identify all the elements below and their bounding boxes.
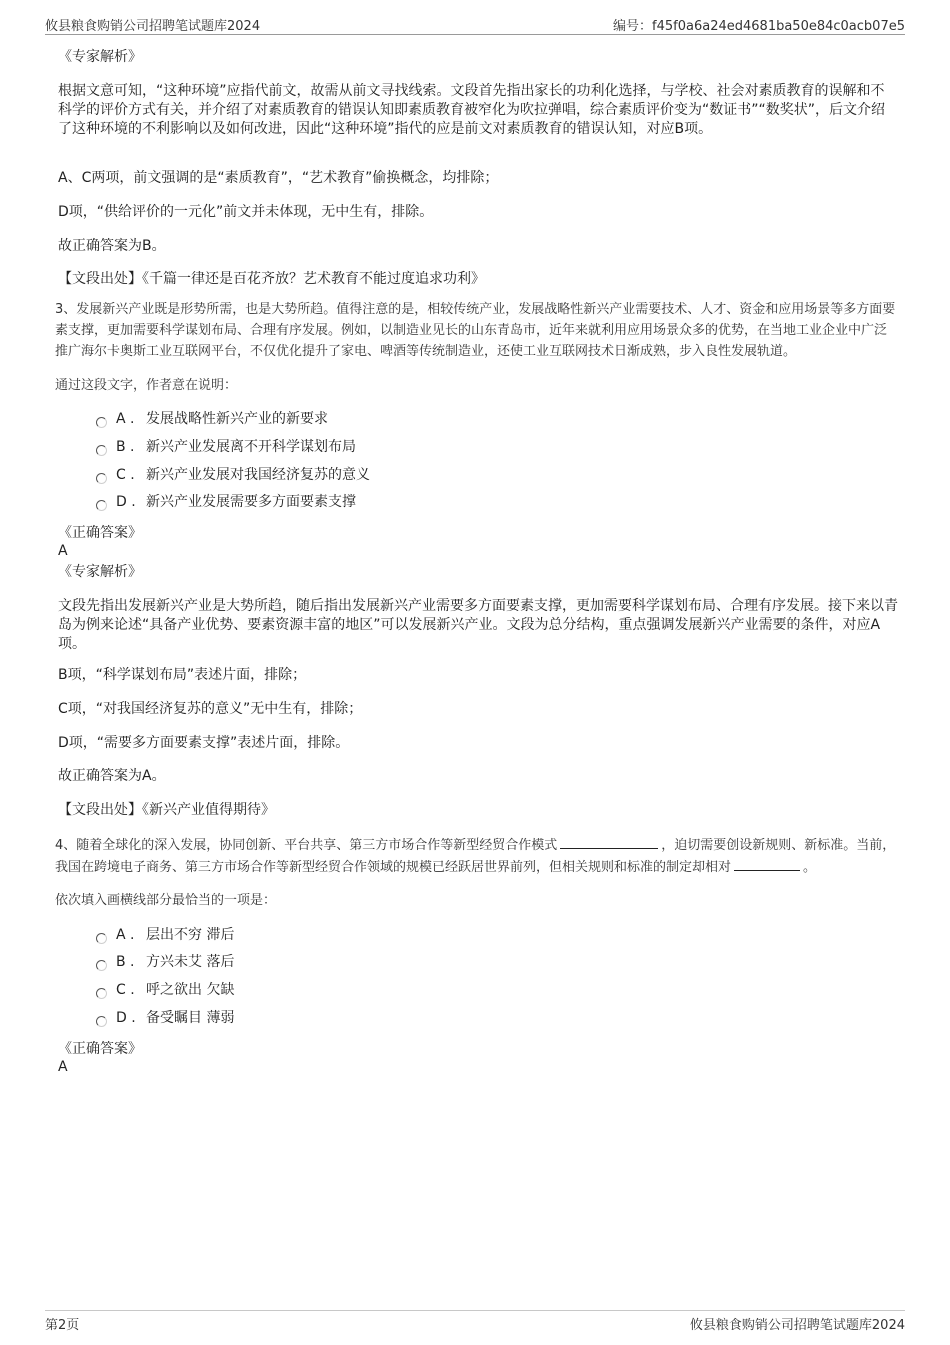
question-3-option-b[interactable] bbox=[96, 437, 356, 457]
question-4-answer-label: 《正确答案》 bbox=[58, 1041, 142, 1057]
option-letter: C . bbox=[116, 467, 135, 483]
question-3-option-c[interactable] bbox=[96, 465, 370, 485]
header-serial-number: 编号：f45f0a6a24ed4681ba50e84c0acb07e5 bbox=[613, 19, 905, 34]
question-3-line-b: B项，“科学谋划布局”表述片面，排除； bbox=[58, 667, 307, 683]
expert-analysis-label: 《专家解析》 bbox=[58, 49, 142, 65]
question-4-answer: A bbox=[58, 1059, 68, 1075]
question-3-line-c: C项，“对我国经济复苏的意义”无中生有，排除； bbox=[58, 701, 363, 717]
question-4-option-d[interactable] bbox=[96, 1008, 234, 1028]
footer-title: 攸县粮食购销公司招聘笔试题库2024 bbox=[689, 1318, 905, 1333]
analysis-line-d: D项，“供给评价的一元化”前文并未体现，无中生有，排除。 bbox=[58, 204, 434, 220]
page-footer bbox=[45, 1310, 905, 1331]
radio-icon[interactable] bbox=[96, 1016, 107, 1027]
question-3-analysis-label: 《专家解析》 bbox=[58, 564, 142, 580]
conclusion-line: 故正确答案为B。 bbox=[58, 238, 166, 254]
question-3-prompt: 通过这段文字，作者意在说明： bbox=[55, 378, 238, 393]
question-4-stem-part3: 。 bbox=[803, 860, 817, 875]
radio-icon[interactable] bbox=[96, 960, 107, 971]
fill-blank-1[interactable] bbox=[560, 834, 658, 849]
header-title: 攸县粮食购销公司招聘笔试题库2024 bbox=[45, 19, 261, 34]
question-3-option-d[interactable] bbox=[96, 492, 356, 512]
option-letter: B . bbox=[116, 954, 135, 970]
question-3-answer-label: 《正确答案》 bbox=[58, 525, 142, 541]
analysis-line-ac: A、C两项，前文强调的是“素质教育”，“艺术教育”偷换概念，均排除； bbox=[58, 170, 499, 186]
option-letter: A . bbox=[116, 411, 135, 427]
question-3-answer: A bbox=[58, 543, 68, 559]
question-3-source: 【文段出处】《新兴产业值得期待》 bbox=[58, 802, 275, 818]
expert-analysis-paragraph: 根据文意可知，“这种环境”应指代前文，故需从前文寻找线索。文段首先指出家长的功利化选择，与学校、社会对素质教育的误解和不科学的评价方式有关，并介绍了对素质教育的错误认知即素质教育被窄化为吹拉弹唱，综合素质评价变为“数证书”“数奖状”，后文介绍了这种环境的不利影响以及如何改进，因此“这种环境”指代的应是前文对素质教育的错误认知，对应B项。 bbox=[58, 83, 886, 137]
option-text: 方兴未艾 落后 bbox=[146, 954, 235, 970]
radio-icon[interactable] bbox=[96, 445, 107, 456]
radio-icon[interactable] bbox=[96, 500, 107, 511]
question-4-stem-part2: ，迫切需要创设新规则、新标准。当前，我国在跨境电子商务、第三方市场合作等新型经贸合作领域的规模已经跃居世界前列，但相关规则和标准的制定却相对 bbox=[55, 838, 896, 875]
question-4-option-b[interactable] bbox=[96, 952, 234, 972]
option-letter: B . bbox=[116, 439, 135, 455]
option-text: 发展战略性新兴产业的新要求 bbox=[146, 411, 328, 427]
page-number: 第2页 bbox=[45, 1318, 80, 1333]
option-text: 备受瞩目 薄弱 bbox=[146, 1010, 235, 1026]
question-3-analysis-paragraph: 文段先指出发展新兴产业是大势所趋，随后指出发展新兴产业需要多方面要素支撑，更加需要科学谋划布局、合理有序发展。接下来以青岛为例来论述“具备产业优势、要素资源丰富的地区”可以发展新兴产业。文段为总分结构，重点强调发展新兴产业需要的条件，对应A项。 bbox=[58, 598, 898, 652]
option-text: 新兴产业发展需要多方面要素支撑 bbox=[146, 494, 356, 510]
option-text: 呼之欲出 欠缺 bbox=[146, 982, 235, 998]
radio-icon[interactable] bbox=[96, 473, 107, 484]
option-text: 新兴产业发展对我国经济复苏的意义 bbox=[146, 467, 370, 483]
option-letter: D . bbox=[116, 494, 136, 510]
question-3-conclusion: 故正确答案为A。 bbox=[58, 768, 166, 784]
question-4-prompt: 依次填入画横线部分最恰当的一项是： bbox=[55, 893, 277, 908]
page-header bbox=[45, 12, 905, 35]
option-letter: A . bbox=[116, 927, 135, 943]
question-3-stem: 3、发展新兴产业既是形势所需，也是大势所趋。值得注意的是，相较传统产业，发展战略性新兴产业需要技术、人才、资金和应用场景等多方面要素支撑，更加需要科学谋划布局、合理有序发展。例如，以制造业见长的山东青岛市，近年来就利用应用场景众多的优势，在当地工业企业中广泛推广海尔卡奥斯工业互联网平台，不仅优化提升了家电、啤酒等传统制造业，还使工业互联网技术日渐成熟，步入良性发展轨道。 bbox=[55, 302, 896, 359]
radio-icon[interactable] bbox=[96, 933, 107, 944]
option-text: 层出不穷 滞后 bbox=[146, 927, 235, 943]
question-4-option-c[interactable] bbox=[96, 980, 234, 1000]
option-letter: D . bbox=[116, 1010, 136, 1026]
question-4-option-a[interactable] bbox=[96, 925, 234, 945]
question-3-line-d: D项，“需要多方面要素支撑”表述片面，排除。 bbox=[58, 735, 350, 751]
option-text: 新兴产业发展离不开科学谋划布局 bbox=[146, 439, 356, 455]
question-4-stem bbox=[55, 834, 898, 878]
question-4-stem-part1: 4、随着全球化的深入发展，协同创新、平台共享、第三方市场合作等新型经贸合作模式 bbox=[55, 838, 558, 853]
radio-icon[interactable] bbox=[96, 988, 107, 999]
fill-blank-2[interactable] bbox=[734, 856, 800, 871]
radio-icon[interactable] bbox=[96, 417, 107, 428]
option-letter: C . bbox=[116, 982, 135, 998]
source-line: 【文段出处】《千篇一律还是百花齐放？艺术教育不能过度追求功利》 bbox=[58, 271, 485, 287]
question-3-option-a[interactable] bbox=[96, 409, 328, 429]
